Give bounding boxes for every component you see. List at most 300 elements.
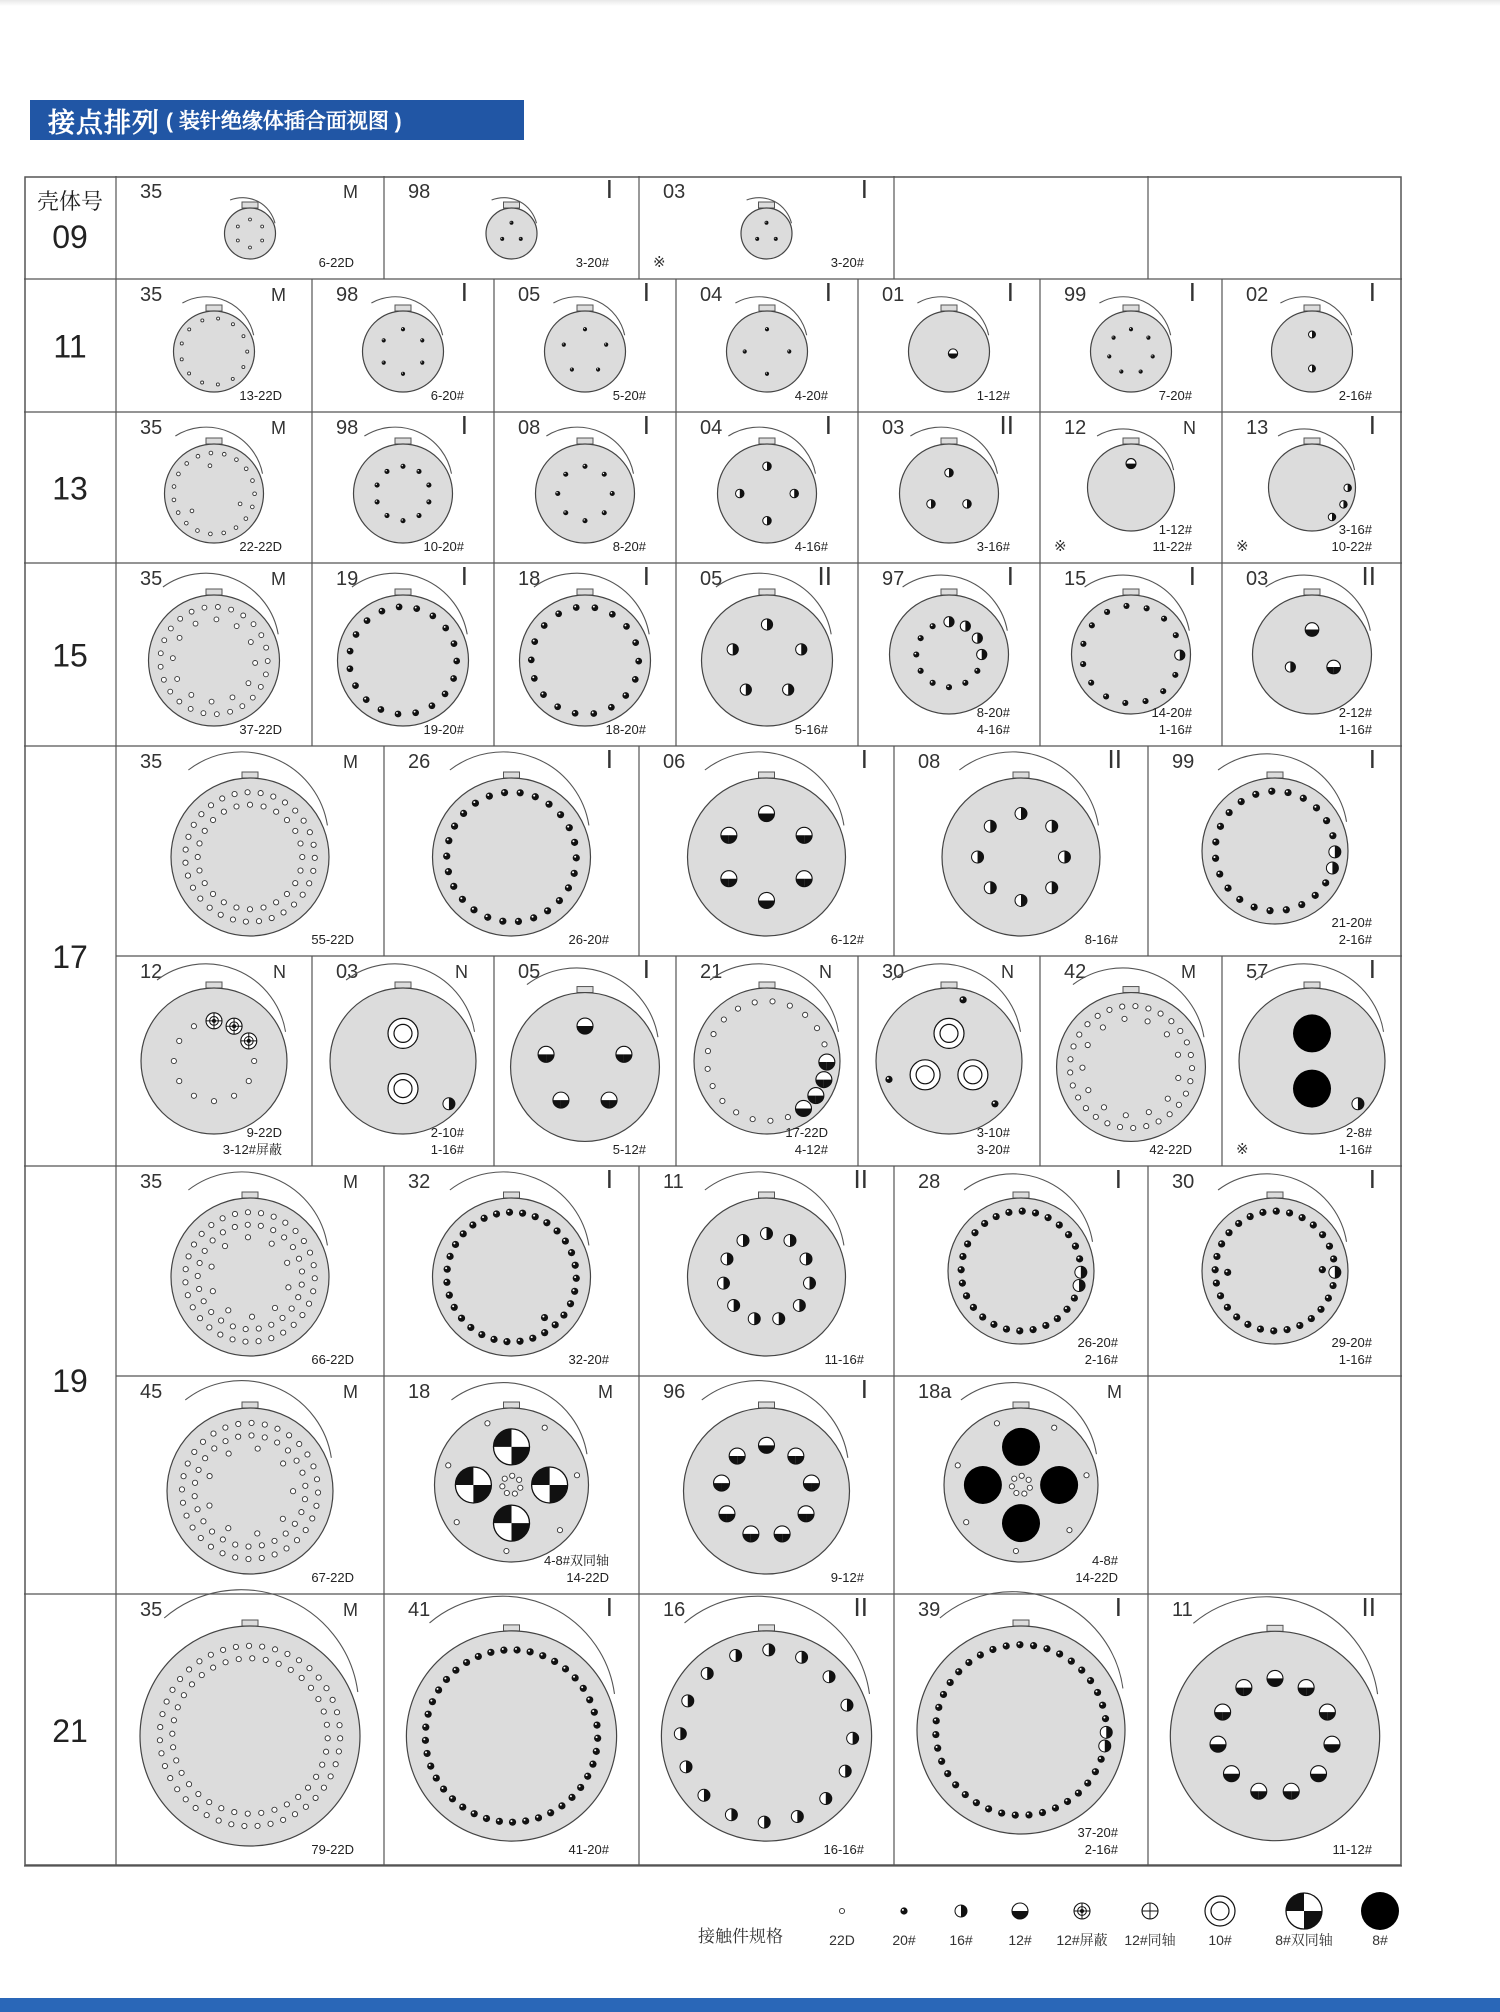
contact-22D — [518, 1485, 523, 1490]
contact-spec: 3-16# — [976, 539, 1010, 554]
contact-20-highlight — [1082, 642, 1084, 644]
contact-22D — [294, 1458, 299, 1463]
insulator-face — [330, 988, 476, 1134]
contact-20-highlight — [966, 1242, 968, 1244]
contact-22D — [258, 1211, 263, 1216]
contact-20 — [565, 884, 572, 891]
arrangement-cell — [1064, 561, 1222, 746]
contact-20 — [755, 237, 759, 241]
contact-20 — [401, 327, 405, 331]
contact-22D — [200, 1439, 205, 1444]
contact-22D — [243, 1327, 248, 1332]
arrangement-cell — [330, 956, 494, 1166]
contact-20 — [1329, 1282, 1336, 1289]
contact-20-highlight — [947, 685, 949, 687]
contact-20 — [571, 839, 578, 846]
master-key — [1013, 1192, 1029, 1198]
contact-20 — [451, 823, 458, 830]
contact-22D — [222, 1243, 227, 1248]
contact-22D — [170, 1687, 175, 1692]
arrangement-cell — [653, 176, 894, 279]
contact-22D — [248, 640, 253, 645]
contact-20 — [958, 1266, 965, 1273]
contact-22D — [232, 1211, 237, 1216]
contact-20-highlight — [542, 693, 544, 695]
arrangement-cell — [336, 410, 494, 563]
polarization-key: I — [460, 561, 468, 591]
note-mark: ※ — [1054, 538, 1067, 555]
insulator-face — [433, 778, 591, 936]
contact-20 — [1102, 1715, 1109, 1722]
contact-20-highlight — [765, 222, 766, 223]
contact-22D — [185, 1293, 190, 1298]
contact-22D — [261, 239, 264, 242]
contact-22D — [1146, 1006, 1151, 1011]
contact-20-highlight — [594, 1749, 596, 1751]
contact-20-highlight — [542, 1315, 544, 1317]
contact-20-highlight — [429, 1764, 431, 1766]
contact-22D — [179, 1770, 184, 1775]
contact-20-highlight — [502, 790, 504, 792]
arrangement-code: 28 — [918, 1171, 941, 1193]
contact-22D — [336, 1749, 341, 1754]
contact-8-twinax-quarter — [1304, 1911, 1322, 1929]
contact-22D — [557, 1528, 562, 1533]
arrangement-code: 99 — [1172, 751, 1195, 773]
insulator-face — [1253, 595, 1372, 714]
contact-20 — [352, 682, 359, 689]
contact-20 — [529, 1335, 536, 1342]
insulator-face — [1057, 993, 1206, 1142]
contact-22D — [1068, 1070, 1073, 1075]
contact-20 — [541, 622, 548, 629]
master-key — [759, 982, 775, 988]
contact-22D — [249, 1314, 254, 1319]
contact-22D — [209, 1529, 214, 1534]
contact-8-icon — [1361, 1892, 1399, 1930]
contact-22D — [1013, 1548, 1018, 1553]
contact-22D — [272, 1538, 277, 1543]
contact-20-highlight — [1139, 370, 1140, 371]
contact-20-highlight — [545, 1221, 547, 1223]
contact-20-highlight — [450, 1797, 452, 1799]
polarization-key: I — [1188, 277, 1196, 307]
contact-20 — [1251, 904, 1258, 911]
contact-20 — [552, 1321, 559, 1328]
contact-20 — [384, 469, 389, 474]
contact-20-highlight — [571, 368, 572, 369]
contact-22D — [175, 677, 180, 682]
arrangement-code: 16 — [663, 1599, 686, 1621]
contact-spec: 3-16# — [1338, 522, 1372, 537]
contact-spec: 14-22D — [1075, 1570, 1118, 1585]
contact-20 — [1225, 1229, 1232, 1236]
contact-22D — [172, 498, 176, 502]
contact-22D — [209, 1309, 214, 1314]
contact-20-highlight — [574, 856, 576, 858]
contact-22D — [1027, 1485, 1032, 1490]
contact-20-highlight — [609, 705, 611, 707]
contact-20-highlight — [520, 1211, 522, 1213]
contact-22D — [188, 328, 191, 331]
contact-22D — [185, 462, 189, 466]
contact-20-highlight — [482, 1216, 484, 1218]
contact-22D — [183, 847, 188, 852]
insulator-face — [688, 1198, 846, 1356]
master-key — [759, 202, 775, 208]
contact-spec: 5-12# — [612, 1142, 646, 1157]
contact-20-highlight — [964, 681, 966, 683]
contact-22D — [247, 907, 252, 912]
master-key — [504, 1402, 520, 1408]
contact-20-highlight — [365, 619, 367, 621]
contact-22D — [284, 1802, 289, 1807]
contact-20-highlight — [380, 609, 382, 611]
contact-20 — [1099, 1702, 1106, 1709]
contact-20 — [1308, 1315, 1315, 1322]
contact-spec: 13-22D — [239, 388, 282, 403]
contact-22D — [197, 1286, 202, 1291]
contact-20-highlight — [961, 1254, 963, 1256]
contact-22D — [195, 1507, 200, 1512]
contact-20-highlight — [931, 624, 933, 626]
contact-20-highlight — [1130, 328, 1131, 329]
insulator-face — [545, 311, 626, 392]
contact-22D — [299, 1675, 304, 1680]
contact-20 — [528, 657, 535, 664]
contact-20 — [1259, 1209, 1266, 1216]
contact-22D — [201, 319, 204, 322]
contact-20-highlight — [562, 1313, 564, 1315]
insulator-face — [948, 1198, 1094, 1344]
polarization-key: I — [824, 410, 832, 440]
contact-22D — [158, 1724, 163, 1729]
contact-22D — [292, 1812, 297, 1817]
arrangement-cell — [663, 1374, 894, 1594]
contact-20-highlight — [553, 1323, 555, 1325]
arrangement-code: 39 — [918, 1599, 941, 1621]
contact-20 — [413, 605, 420, 612]
contact-spec: 6-22D — [318, 255, 354, 270]
contact-20-highlight — [574, 1276, 576, 1278]
contact-20 — [400, 518, 405, 523]
contact-20-highlight — [415, 607, 417, 609]
contact-20 — [602, 510, 607, 515]
contact-22D — [201, 381, 204, 384]
contact-20 — [583, 327, 587, 331]
contact-20 — [560, 1311, 567, 1318]
contact-20 — [985, 1805, 992, 1812]
contact-spec: 55-22D — [311, 932, 354, 947]
contact-20 — [412, 709, 419, 716]
arrangement-cell — [1236, 954, 1385, 1158]
polarization-key: II — [817, 561, 832, 591]
arrangement-cell — [882, 410, 1040, 563]
contact-22D — [312, 855, 317, 860]
contact-22D — [236, 225, 239, 228]
contact-22D — [288, 1667, 293, 1672]
contact-22D — [211, 1099, 216, 1104]
contact-20 — [1296, 1322, 1303, 1329]
contact-22D — [164, 1699, 169, 1704]
contact-20 — [433, 1774, 440, 1781]
contact-22D — [311, 1464, 316, 1469]
contact-20-highlight — [545, 909, 547, 911]
contact-22D — [230, 917, 235, 922]
contact-22D — [196, 1467, 201, 1472]
contact-22D — [502, 1476, 507, 1481]
polarization-key: I — [605, 176, 613, 204]
contact-8 — [1002, 1504, 1040, 1542]
contact-22D — [246, 350, 249, 353]
contact-20 — [934, 1745, 941, 1752]
contact-20-highlight — [605, 343, 606, 344]
contact-20 — [1268, 788, 1275, 795]
insulator-face — [363, 311, 444, 392]
insulator-face — [917, 1626, 1125, 1834]
contact-20-highlight — [1007, 1210, 1009, 1212]
contact-22D — [274, 809, 279, 814]
contact-20-highlight — [595, 1723, 597, 1725]
contact-20 — [593, 1721, 600, 1728]
contact-22D — [250, 505, 254, 509]
contact-20-highlight — [427, 500, 428, 501]
contact-22D — [199, 812, 204, 817]
contact-20-highlight — [974, 1801, 976, 1803]
contact-20 — [1212, 838, 1219, 845]
contact-22D — [246, 1544, 251, 1549]
contact-22D — [195, 854, 200, 859]
contact-20-highlight — [555, 1229, 557, 1231]
contact-20 — [375, 483, 380, 488]
polarization-key: M — [598, 1382, 613, 1402]
contact-22D — [321, 1709, 326, 1714]
polarization-key: I — [1006, 277, 1014, 307]
contact-20-highlight — [484, 1816, 486, 1818]
contact-20 — [435, 1686, 442, 1693]
polarization-key: I — [460, 410, 468, 440]
contact-20-highlight — [992, 1322, 994, 1324]
contact-22D — [191, 1242, 196, 1247]
contact-20-highlight — [1270, 789, 1272, 791]
contact-20 — [471, 1810, 478, 1817]
arrangement-code: 11 — [1172, 1599, 1193, 1621]
shell-header-label: 壳体号 — [36, 189, 104, 214]
contact-20 — [1325, 1295, 1332, 1302]
contact-22D — [245, 1235, 250, 1240]
contact-20-highlight — [1285, 1328, 1287, 1330]
contact-22D — [282, 800, 287, 805]
contact-22D — [1105, 1121, 1110, 1126]
contact-spec: 6-12# — [830, 932, 864, 947]
contact-22D — [231, 1093, 236, 1098]
contact-22D — [446, 1463, 451, 1468]
contact-20 — [1310, 1221, 1317, 1228]
arrangement-code: 08 — [518, 417, 541, 439]
contact-22D — [208, 803, 213, 808]
contact-22D — [223, 1425, 228, 1430]
contact-spec: 4-20# — [794, 388, 828, 403]
arrangement-cell — [518, 277, 676, 412]
arrangement-code: 06 — [663, 751, 686, 773]
contact-20 — [1076, 1255, 1083, 1262]
contact-22D — [1085, 1022, 1090, 1027]
contact-20 — [594, 1735, 601, 1742]
contact-spec: 8-20# — [612, 539, 646, 554]
contact-20 — [426, 483, 431, 488]
contact-22D — [281, 910, 286, 915]
contact-20 — [1089, 622, 1095, 628]
contact-22D — [286, 1285, 291, 1290]
contact-22D — [253, 492, 257, 496]
contact-20-highlight — [1254, 792, 1256, 794]
contact-20 — [1005, 1209, 1012, 1216]
contact-22D — [244, 517, 248, 521]
contact-20-highlight — [461, 1232, 463, 1234]
polarization-key: M — [343, 1600, 358, 1620]
contact-20-highlight — [1055, 1316, 1057, 1318]
contact-22D — [236, 239, 239, 242]
arrangement-cell — [1054, 412, 1222, 563]
contact-20 — [423, 1750, 430, 1757]
contact-20-highlight — [541, 1654, 543, 1656]
contact-20-highlight — [1033, 1211, 1035, 1213]
contact-22D — [275, 1426, 280, 1431]
contact-22D — [220, 1551, 225, 1556]
contact-20-highlight — [919, 636, 921, 638]
contact-20 — [1247, 1213, 1254, 1220]
contact-20 — [384, 513, 389, 518]
contact-22D — [160, 1712, 165, 1717]
contact-20 — [541, 1314, 548, 1321]
arrangement-cell — [140, 279, 312, 412]
contact-20 — [442, 625, 449, 632]
contact-20 — [1213, 1253, 1220, 1260]
contact-20 — [1312, 892, 1319, 899]
contact-20-highlight — [459, 1316, 461, 1318]
contact-22D — [292, 1521, 297, 1526]
contact-22D — [271, 1214, 276, 1219]
contact-22D — [297, 1441, 302, 1446]
contact-20 — [1142, 698, 1148, 704]
contact-22D — [285, 1651, 290, 1656]
contact-20-highlight — [610, 612, 612, 614]
contact-20-highlight — [1046, 1216, 1048, 1218]
arrangement-code: 57 — [1246, 961, 1269, 983]
contact-20-highlight — [1112, 336, 1113, 337]
contact-20 — [481, 1215, 488, 1222]
contact-20-highlight — [1078, 1257, 1080, 1259]
contact-22D — [158, 651, 163, 656]
polarization-key: N — [273, 962, 286, 982]
contact-12-shield-pin — [212, 1019, 216, 1023]
contact-22D — [231, 377, 234, 380]
contact-20 — [973, 1799, 980, 1806]
contact-20 — [531, 638, 538, 645]
contact-20 — [632, 676, 639, 683]
contact-20-highlight — [448, 1254, 450, 1256]
contact-20-highlight — [1226, 1270, 1228, 1272]
contact-20 — [493, 1210, 500, 1217]
contact-22D — [196, 1791, 201, 1796]
contact-20 — [623, 623, 630, 630]
contact-22D — [1100, 1025, 1105, 1030]
contact-22D — [334, 1710, 339, 1715]
contact-8 — [1002, 1428, 1040, 1466]
contact-spec: 11-12# — [1332, 1842, 1372, 1857]
contact-20 — [347, 648, 354, 655]
contact-20 — [1087, 1677, 1094, 1684]
contact-20 — [472, 800, 479, 807]
master-key — [1123, 305, 1139, 311]
contact-20 — [1266, 907, 1273, 914]
contact-20-highlight — [603, 511, 604, 512]
contact-20-highlight — [591, 1762, 593, 1764]
contact-20-highlight — [426, 1712, 428, 1714]
contact-20 — [1056, 1221, 1063, 1228]
contact-20 — [553, 1227, 560, 1234]
contact-20 — [1257, 1325, 1264, 1332]
contact-20 — [519, 1210, 526, 1217]
contact-20 — [517, 789, 524, 796]
arrangement-cell — [661, 1592, 894, 1866]
contact-22D — [705, 1048, 710, 1053]
contact-20-highlight — [452, 824, 454, 826]
contact-20 — [1329, 832, 1336, 839]
contact-22D — [250, 695, 255, 700]
contact-20 — [453, 658, 460, 665]
contact-20 — [1112, 336, 1116, 340]
contact-22D — [1133, 1004, 1138, 1009]
contact-22D — [720, 1098, 725, 1103]
contact-20 — [422, 1737, 429, 1744]
arrangement-cell — [408, 176, 639, 279]
contact-22D — [323, 1749, 328, 1754]
contact-20-highlight — [386, 514, 387, 515]
contact-22D — [265, 659, 270, 664]
polarization-key: I — [605, 1592, 613, 1622]
contact-20-highlight — [518, 1339, 520, 1341]
contact-22D — [230, 695, 235, 700]
contact-20 — [930, 623, 936, 629]
arrangement-code: 21 — [700, 961, 723, 983]
contact-20 — [944, 1770, 951, 1777]
contact-spec: 11-22# — [1152, 539, 1192, 554]
contact-20-highlight — [1320, 1233, 1322, 1235]
contact-spec: 4-12# — [794, 1142, 828, 1157]
contact-20-highlight — [1252, 905, 1254, 907]
contact-22D — [955, 1463, 960, 1468]
insulator-face — [741, 208, 792, 259]
contact-spec: 14-22D — [566, 1570, 609, 1585]
contact-22D — [299, 1509, 304, 1514]
master-key — [941, 305, 957, 311]
contact-22D — [269, 1322, 274, 1327]
contact-8-twinax-quarter — [1286, 1893, 1304, 1911]
contact-20 — [1139, 369, 1143, 373]
contact-22D — [296, 1295, 301, 1300]
contact-20-highlight — [581, 1686, 583, 1688]
section-subtitle: ( 装针绝缘体插合面视图 ) — [166, 110, 402, 133]
contact-22D — [290, 1489, 295, 1494]
contact-22D — [159, 1751, 164, 1756]
contact-20-highlight — [1174, 673, 1176, 675]
polarization-key: I — [1114, 1164, 1122, 1194]
insulator-face — [1272, 311, 1353, 392]
contact-22D — [263, 1657, 268, 1662]
master-key — [759, 438, 775, 444]
contact-22D — [307, 830, 312, 835]
